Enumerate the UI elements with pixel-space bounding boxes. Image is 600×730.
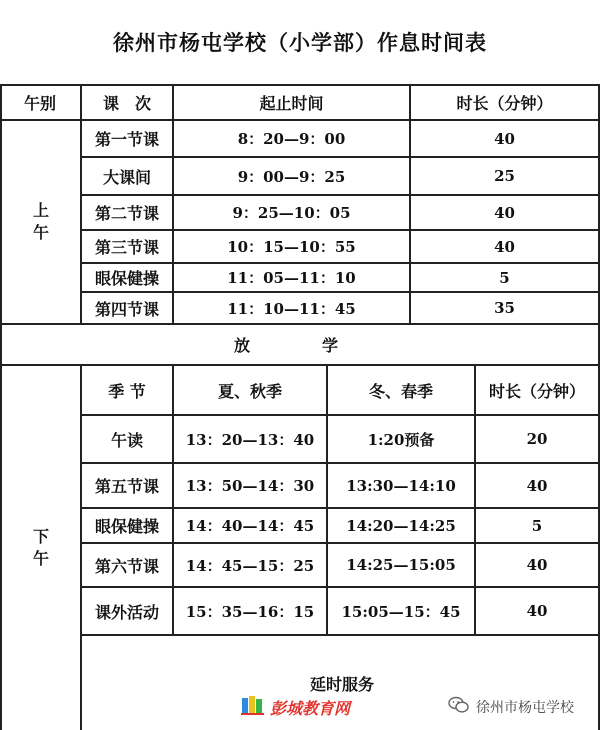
header-class: 课 次: [102, 94, 151, 113]
header-period: 午别: [23, 94, 56, 113]
morning-row-class: 第一节课: [94, 130, 159, 149]
watermark: [448, 696, 574, 718]
header-pm-duration: 时长（分钟）: [488, 381, 585, 401]
afternoon-row-duration: 20: [526, 430, 548, 448]
books-icon: [240, 694, 266, 720]
morning-row-duration: 40: [494, 237, 515, 256]
afternoon-row-duration: 40: [526, 476, 548, 495]
afternoon-row-winter: 14:25—15:05: [346, 556, 456, 574]
morning-row-duration: 35: [494, 299, 515, 317]
afternoon-row-summer: 14：45—15：25: [185, 556, 315, 575]
morning-row-time: 9：25—10：05: [232, 204, 351, 222]
logo-text: 彭城教育网: [270, 698, 351, 718]
morning-label: [2, 121, 80, 323]
afternoon-row-class: 午读: [110, 430, 143, 450]
afternoon-row-winter: 14:20—14:25: [346, 516, 456, 535]
afternoon-label-char: 午: [32, 549, 49, 568]
afternoon-row-summer: 14：40—14：45: [185, 517, 315, 535]
wechat-icon: [448, 696, 470, 718]
morning-row-time: 10：15—10：55: [227, 238, 356, 256]
afternoon-row-duration: 5: [531, 516, 543, 535]
afternoon-row-summer: 13：50—14：30: [185, 477, 315, 495]
morning-label-char: 午: [32, 223, 49, 242]
logo: [240, 694, 350, 720]
dismiss-row: 放 学: [233, 336, 366, 355]
afternoon-label: [2, 366, 80, 730]
morning-row-time: 9：00—9：25: [237, 167, 346, 186]
afternoon-row-duration: 40: [526, 556, 548, 574]
afternoon-label-char: 下: [32, 527, 49, 546]
afternoon-row-summer: 13：20—13：40: [185, 430, 315, 449]
header-duration: 时长（分钟）: [456, 94, 553, 113]
morning-row-class: 眼保健操: [94, 269, 159, 288]
header-time: 起止时间: [259, 94, 324, 113]
schedule-table: [0, 84, 600, 730]
header-summer: 夏、秋季: [217, 381, 282, 401]
morning-row-class: 第三节课: [94, 238, 159, 257]
morning-row-duration: 25: [494, 167, 515, 185]
afternoon-row-class: 第六节课: [94, 556, 159, 576]
afternoon-row-duration: 40: [526, 602, 548, 620]
watermark-text: 徐州市杨屯学校: [476, 700, 574, 716]
page-title: 徐州市杨屯学校（小学部）作息时间表: [113, 30, 487, 55]
header-winter: 冬、春季: [368, 381, 433, 401]
morning-row-time: 11：10—11：45: [227, 299, 356, 318]
rule: [80, 634, 600, 636]
morning-row-class: 第四节课: [94, 299, 159, 319]
afternoon-row-winter: 13:30—14:10: [346, 476, 456, 495]
morning-row-class: 第二节课: [94, 204, 159, 223]
afternoon-row-summer: 15：35—16：15: [185, 602, 315, 621]
morning-row-duration: 40: [494, 203, 515, 222]
afternoon-row-winter: 15:05—15：45: [341, 602, 461, 621]
header-season: 季 节: [108, 381, 146, 401]
morning-row-time: 8：20—9：00: [237, 130, 346, 148]
extended-service: 延时服务: [309, 674, 374, 694]
morning-row-duration: 5: [499, 268, 510, 287]
morning-row-time: 11：05—11：10: [227, 269, 356, 287]
morning-row-duration: 40: [494, 129, 515, 148]
morning-label-char: 上: [32, 201, 49, 220]
morning-row-class: 大课间: [102, 167, 151, 187]
afternoon-row-winter: 1:20预备: [367, 430, 435, 449]
afternoon-row-class: 第五节课: [94, 477, 159, 496]
afternoon-row-class: 眼保健操: [94, 517, 159, 536]
afternoon-row-class: 课外活动: [94, 602, 159, 622]
